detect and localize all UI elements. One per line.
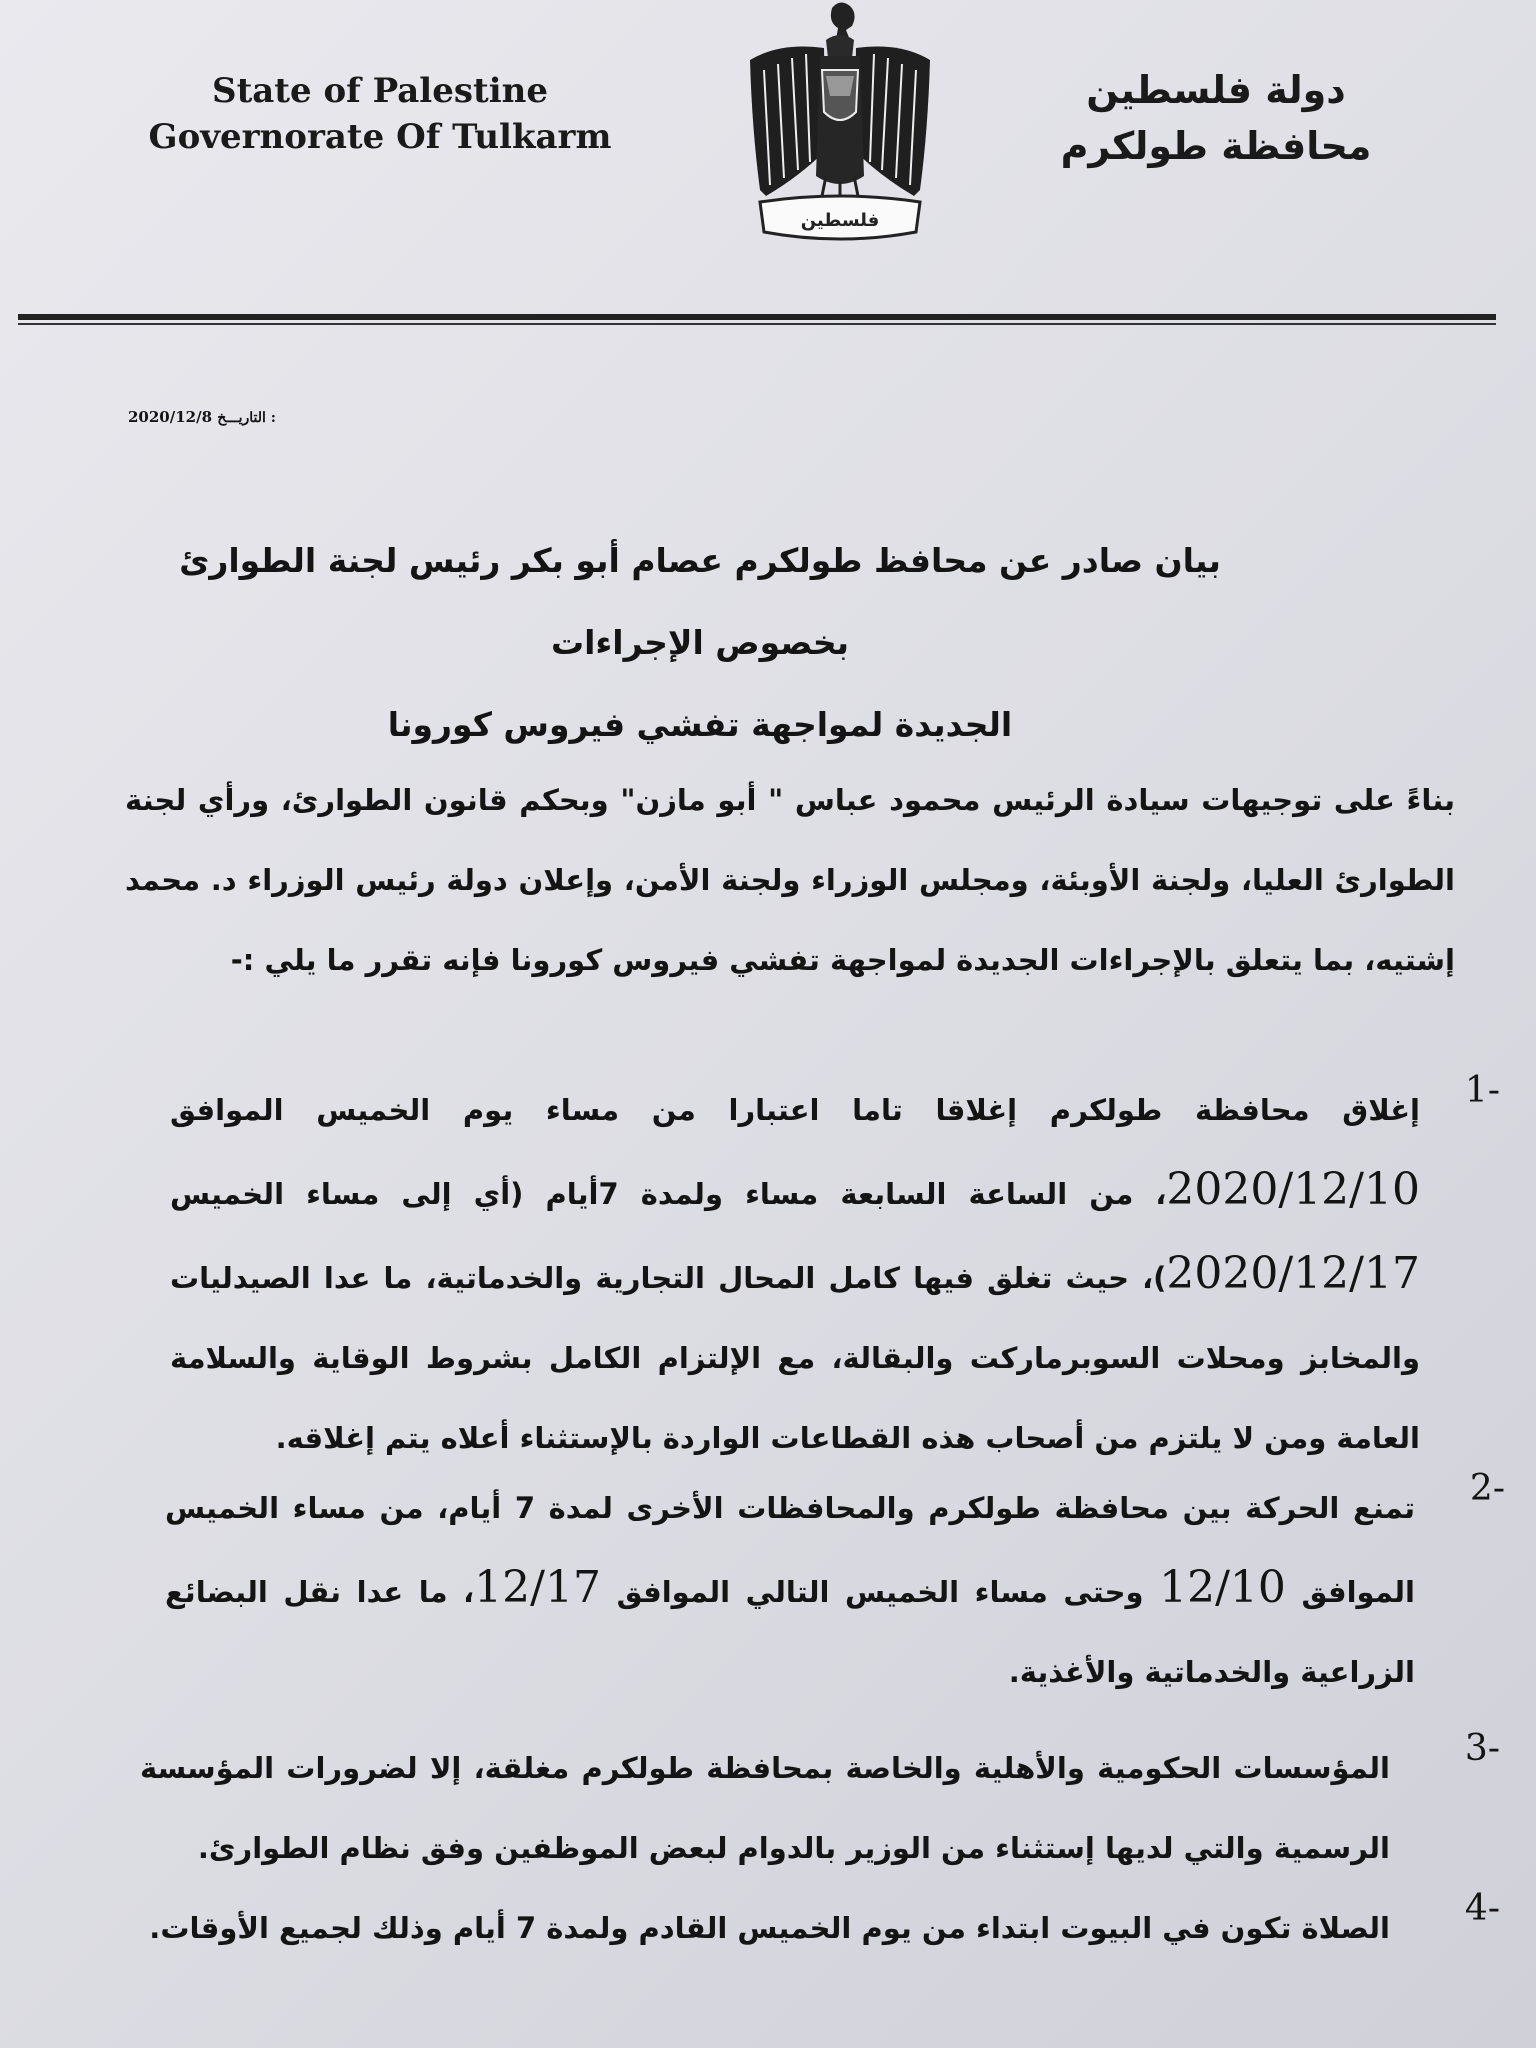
item-date: 2020/12/17 (1166, 1248, 1420, 1299)
item-date: 12/17 (474, 1562, 601, 1613)
item-text-part: وحتى مساء الخميس التالي الموافق (600, 1575, 1160, 1609)
title-line-2: الجديدة لمواجهة تفشي فيروس كورونا (387, 705, 1013, 744)
item-number: 2- (1469, 1468, 1505, 1509)
arabic-letterhead (1026, 62, 1406, 174)
item-text-part: )، حيث تغلق فيها كامل المحال التجارية والخدماتية، ما عدا الصيدليات والمخابز ومحلات السوبرماركت والبقالة، مع الإلتزام الكامل بشروط الوقاية والسلامة العامة ومن لا يلتزم من أصحاب هذه القطاعات الواردة بالإستثناء أعلاه يتم إغلاقه. (170, 1261, 1420, 1455)
english-state-name: State of Palestine (212, 71, 548, 111)
item-text-part: ، من الساعة السابعة مساء ولمدة 7أيام (أي إلى مساء الخميس (170, 1177, 1167, 1211)
date-label: التاريـــخ : (217, 410, 276, 426)
english-governorate-name: Governorate Of Tulkarm (148, 117, 612, 157)
header-divider-thin (18, 323, 1496, 325)
header-divider-thick (18, 314, 1496, 320)
item-text: المؤسسات الحكومية والأهلية والخاصة بمحافظة طولكرم مغلقة، إلا لضرورات المؤسسة الرسمية والتي لديها إستثناء من الوزير بالدوام لبعض الموظفين وفق نظام الطوارئ. (140, 1751, 1390, 1865)
arabic-governorate-name: محافظة طولكرم (1060, 124, 1372, 168)
item-text (170, 1070, 1420, 1478)
item-date: 2020/12/10 (1166, 1164, 1420, 1215)
item-text: الصلاة تكون في البيوت ابتداء من يوم الخميس القادم ولمدة 7 أيام وذلك لجميع الأوقات. (149, 1911, 1390, 1945)
intro-paragraph: بناءً على توجيهات سيادة الرئيس محمود عباس " أبو مازن" وبحكم قانون الطوارئ، ورأي لجنة الطوارئ العليا، ولجنة الأوبئة، ومجلس الوزراء ولجنة الأمن، وإعلان دولة رئيس الوزراء د. محمد إشتيه، بما يتعلق بالإجراءات الجديدة لمواجهة تفشي فيروس كورونا فإنه تقرر ما يلي :- (125, 783, 1455, 977)
item-text-part: ، ما عدا نقل البضائع الزراعية والخدماتية والأغذية. (165, 1575, 1415, 1689)
arabic-state-name: دولة فلسطين (1086, 68, 1346, 112)
emblem-scroll-text: فلسطين (800, 210, 880, 231)
item-text (165, 1468, 1415, 1712)
english-letterhead (110, 68, 650, 160)
item-date: 12/10 (1159, 1562, 1286, 1613)
date-value: 2020/12/8 (128, 408, 213, 426)
palestine-eagle-emblem (740, 0, 940, 245)
item-text-part: إغلاق محافظة طولكرم إغلاقا تاما اعتبارا من مساء يوم الخميس الموافق (170, 1093, 1420, 1127)
item-number: 1- (1464, 1070, 1500, 1111)
item-number: 3- (1464, 1728, 1500, 1769)
item-text-part: تمنع الحركة بين محافظة طولكرم والمحافظات الأخرى لمدة 7 أيام، من مساء الخميس الموافق (165, 1491, 1415, 1609)
item-number: 4- (1464, 1888, 1500, 1929)
title-line-1: بيان صادر عن محافظ طولكرم عصام أبو بكر رئيس لجنة الطوارئ بخصوص الإجراءات (179, 541, 1221, 662)
document-date (128, 408, 276, 426)
statement-title (120, 520, 1280, 766)
